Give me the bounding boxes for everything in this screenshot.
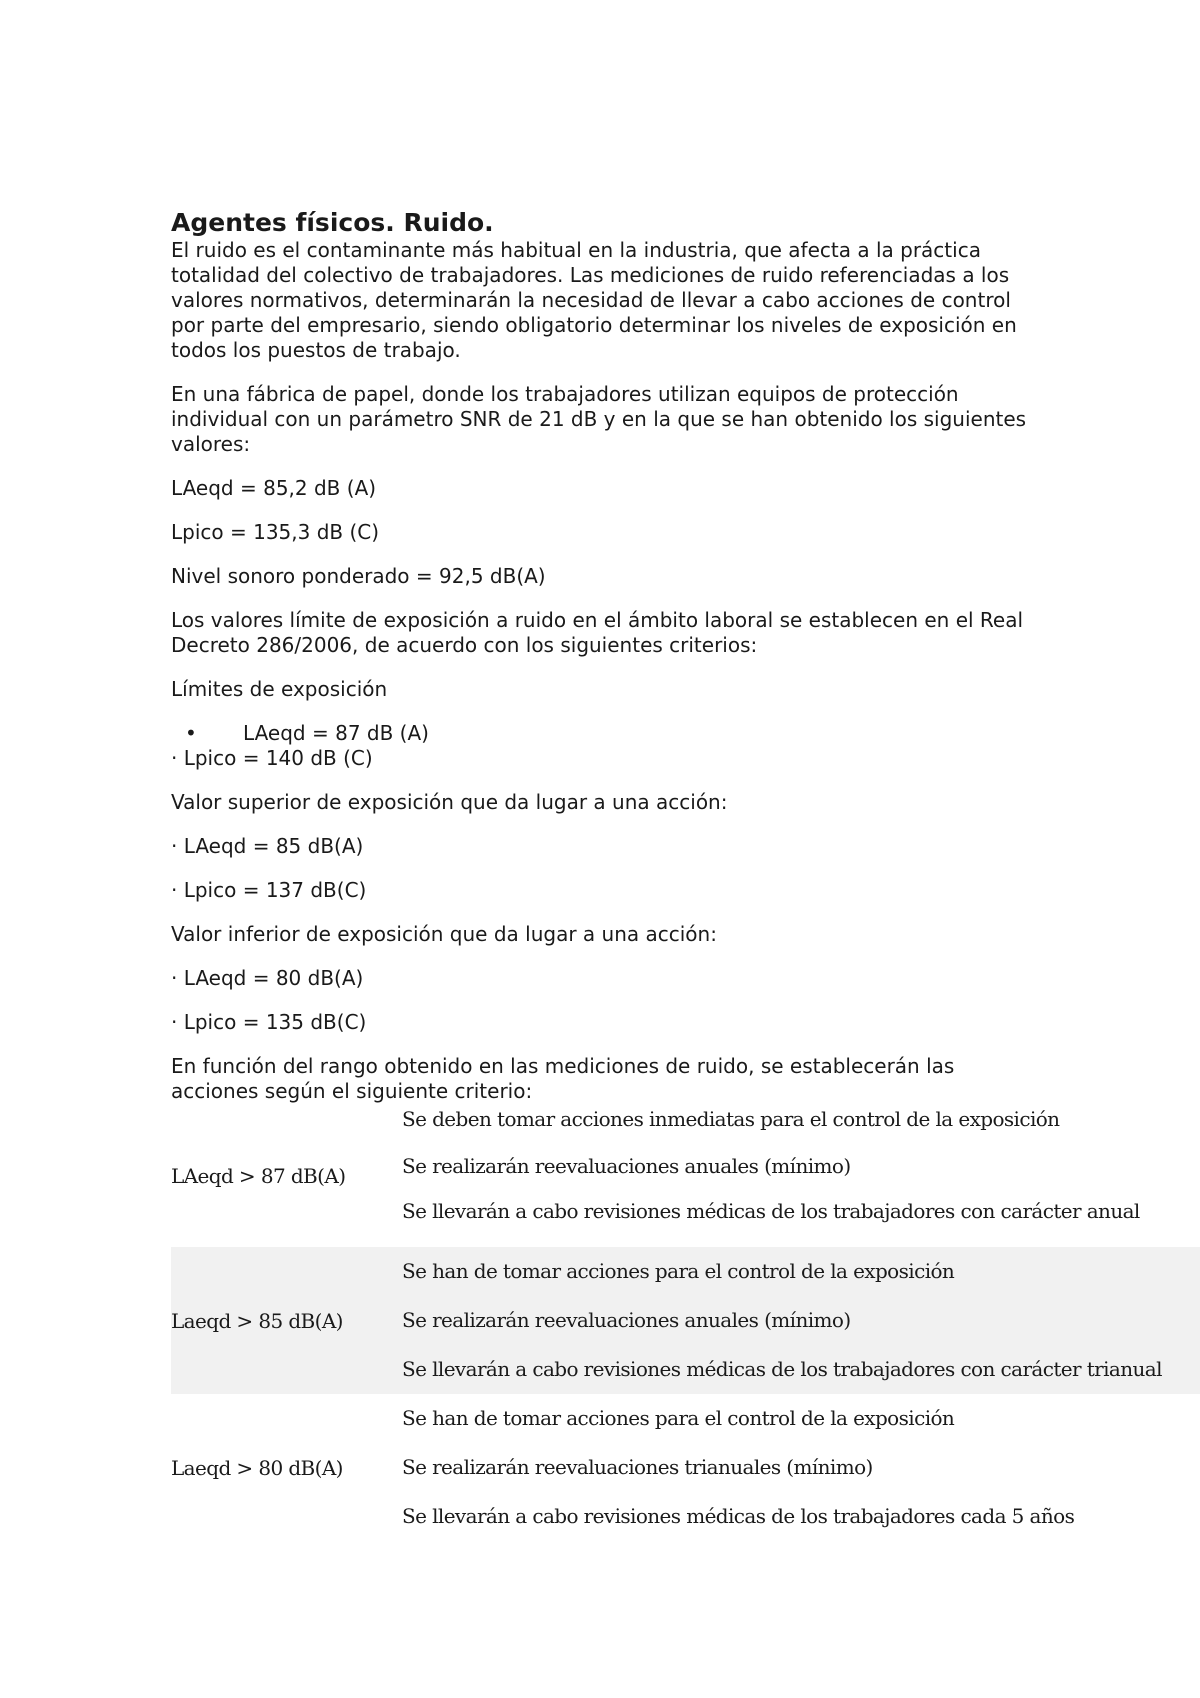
criteria-action: Se deben tomar acciones inmediatas para el control de la exposición bbox=[402, 1107, 1060, 1131]
document-title: Agentes físicos. Ruido. bbox=[171, 208, 494, 237]
criteria-action: Se llevarán a cabo revisiones médicas de los trabajadores con carácter anual bbox=[402, 1199, 1140, 1223]
criteria-action: Se realizarán reevaluaciones anuales (mínimo) bbox=[402, 1154, 851, 1178]
criteria-action: Se realizarán reevaluaciones anuales (mínimo) bbox=[402, 1308, 851, 1332]
legal-paragraph: Los valores límite de exposición a ruido en el ámbito laboral se establecen en el Real Decreto 286/2006, de acuerdo con los siguientes criterios: bbox=[171, 608, 1024, 657]
criteria-actions bbox=[402, 1104, 1200, 1247]
criteria-actions bbox=[402, 1247, 1200, 1394]
bullet-icon: • bbox=[185, 721, 197, 745]
criteria-actions bbox=[402, 1394, 1200, 1541]
limits-bullet-item bbox=[171, 721, 1200, 746]
intro-paragraph: El ruido es el contaminante más habitual en la industria, que afecta a la práctica totalidad del colectivo de trabajadores. Las mediciones de ruido referenciadas a los valores normativos, determinarán la necesidad de llevar a cabo acciones de control por parte del empresario, siendo obligatorio determinar los niveles de exposición en todos los puestos de trabajo. bbox=[171, 238, 1017, 362]
criteria-condition: Laeqd > 85 dB(A) bbox=[171, 1247, 402, 1394]
limits-lpico: · Lpico = 140 dB (C) bbox=[171, 746, 373, 770]
criteria-row bbox=[171, 1247, 1200, 1394]
lower-lpico: · Lpico = 135 dB(C) bbox=[171, 1010, 367, 1034]
criteria-condition: LAeqd > 87 dB(A) bbox=[171, 1163, 346, 1188]
criteria-row bbox=[171, 1394, 1200, 1541]
document-page bbox=[171, 208, 1200, 1541]
criteria-action: Se han de tomar acciones para el control de la exposición bbox=[402, 1406, 955, 1430]
criteria-condition: Laeqd > 80 dB(A) bbox=[171, 1455, 343, 1480]
lower-heading: Valor inferior de exposición que da lugar a una acción: bbox=[171, 922, 717, 946]
upper-laeqd: · LAeqd = 85 dB(A) bbox=[171, 834, 364, 858]
measurement-lpico: Lpico = 135,3 dB (C) bbox=[171, 520, 380, 544]
upper-heading: Valor superior de exposición que da lugar a una acción: bbox=[171, 790, 728, 814]
criteria-table bbox=[171, 1104, 1200, 1541]
criteria-row bbox=[171, 1104, 1200, 1247]
lower-laeqd: · LAeqd = 80 dB(A) bbox=[171, 966, 364, 990]
criteria-intro: En función del rango obtenido en las mediciones de ruido, se establecerán las acciones según el siguiente criterio: bbox=[171, 1054, 955, 1103]
criteria-action: Se llevarán a cabo revisiones médicas de los trabajadores con carácter trianual bbox=[402, 1357, 1162, 1381]
measurement-laeqd: LAeqd = 85,2 dB (A) bbox=[171, 476, 377, 500]
limits-laeqd: LAeqd = 87 dB (A) bbox=[243, 721, 429, 745]
criteria-action: Se llevarán a cabo revisiones médicas de los trabajadores cada 5 años bbox=[402, 1504, 1075, 1528]
upper-lpico: · Lpico = 137 dB(C) bbox=[171, 878, 367, 902]
measurement-nivel: Nivel sonoro ponderado = 92,5 dB(A) bbox=[171, 564, 546, 588]
criteria-action: Se realizarán reevaluaciones trianuales (mínimo) bbox=[402, 1455, 873, 1479]
scenario-paragraph: En una fábrica de papel, donde los trabajadores utilizan equipos de protección individual con un parámetro SNR de 21 dB y en la que se han obtenido los siguientes valores: bbox=[171, 382, 1027, 456]
limits-heading: Límites de exposición bbox=[171, 677, 388, 701]
criteria-action: Se han de tomar acciones para el control de la exposición bbox=[402, 1259, 955, 1283]
